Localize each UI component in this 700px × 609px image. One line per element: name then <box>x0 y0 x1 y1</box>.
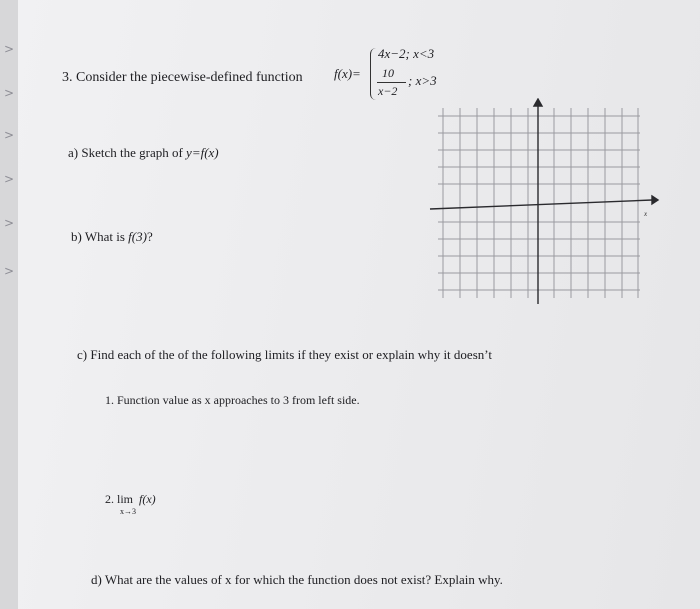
piecewise-brace <box>370 48 377 100</box>
piece-two-condition: ; x>3 <box>408 73 437 88</box>
part-c-item-2 <box>105 492 156 507</box>
fraction-bar <box>377 82 406 83</box>
part-b-suffix: ? <box>146 229 153 244</box>
part-c-question: c) Find each of the of the following limits if they exist or explain why it doesn’t <box>77 347 492 362</box>
part-c-item-1: 1. Function value as x approaches to 3 from left side. <box>105 393 360 407</box>
chevron-right-icon: > <box>4 264 15 278</box>
part-b-text: b) What is <box>71 229 129 244</box>
chevron-right-icon: > <box>4 128 15 142</box>
piece-two-numerator: 10 <box>382 66 394 80</box>
lim-subscript: x→3 <box>120 507 136 516</box>
part-b-math: f(3) <box>128 229 147 244</box>
chevron-right-icon: > <box>4 86 15 100</box>
part-a-question <box>68 145 219 161</box>
chevron-right-icon: > <box>4 172 15 186</box>
function-lhs: f(x)= <box>334 66 361 81</box>
x-axis <box>430 200 652 209</box>
piece-one: 4x−2; x<3 <box>378 46 435 61</box>
x-axis-label: x <box>644 210 648 218</box>
lim-operator: lim <box>117 492 134 506</box>
grid-lines <box>438 108 640 298</box>
part-d-question: d) What are the values of x for which the function does not exist? Explain why. <box>91 572 503 587</box>
chevron-right-icon: > <box>4 42 15 56</box>
item-2-prefix: 2. <box>105 492 117 506</box>
coordinate-grid[interactable] <box>426 98 662 310</box>
part-a-text: a) Sketch the graph of <box>68 145 187 160</box>
part-a-math: y=f(x) <box>186 145 219 160</box>
piece-two-denominator: x−2 <box>378 84 398 98</box>
item-2-function: f(x) <box>139 492 156 506</box>
problem-label: 3. Consider the piecewise-defined function <box>62 70 303 85</box>
y-axis-arrow-icon <box>534 99 542 106</box>
chevron-right-icon: > <box>4 216 15 230</box>
x-axis-arrow-icon <box>652 196 658 204</box>
page-edge-strip <box>0 0 18 609</box>
part-b-question <box>71 229 153 245</box>
